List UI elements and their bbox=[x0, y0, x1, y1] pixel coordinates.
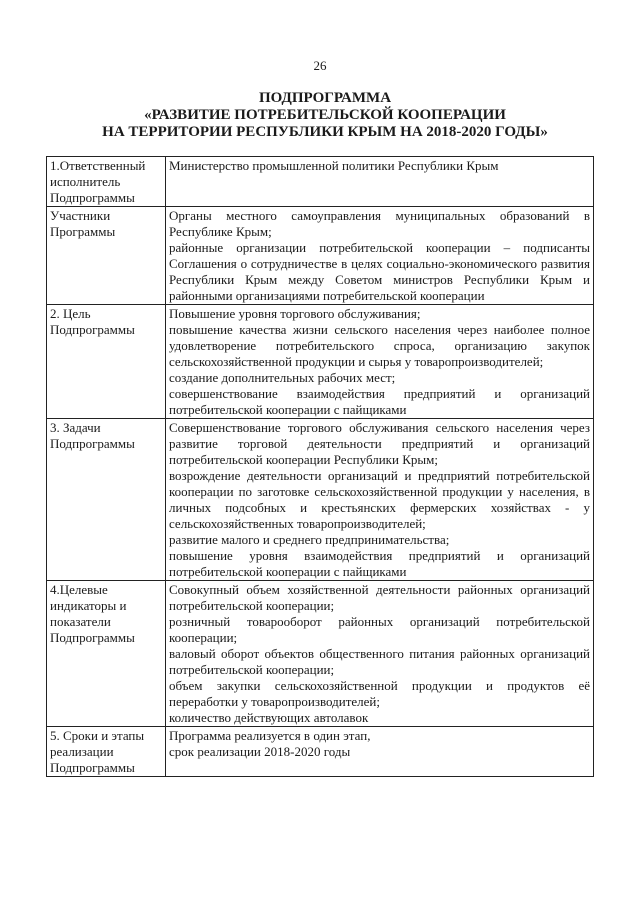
row-label-line: показатели bbox=[50, 614, 111, 629]
row-label-cell bbox=[47, 727, 166, 777]
row-content-item: Органы местного самоуправления муниципальных образований в Республике Крым; bbox=[169, 208, 590, 239]
row-content-cell bbox=[166, 727, 594, 777]
row-label-cell bbox=[47, 207, 166, 305]
title-line-2: «РАЗВИТИЕ ПОТРЕБИТЕЛЬСКОЙ КООПЕРАЦИИ bbox=[144, 107, 506, 123]
row-label-line: Подпрограммы bbox=[50, 436, 135, 451]
row-label-line: 2. Цель bbox=[50, 306, 91, 321]
row-content-item: Министерство промышленной политики Республики Крым bbox=[169, 158, 499, 173]
row-label-line: Подпрограммы bbox=[50, 760, 135, 775]
row-content-item: объем закупки сельскохозяйственной продукции и продуктов её переработки у товаропроизводителей; bbox=[169, 678, 590, 709]
row-content-item: создание дополнительных рабочих мест; bbox=[169, 370, 396, 385]
table-row bbox=[47, 157, 594, 207]
row-label-line: 5. Сроки и этапы bbox=[50, 728, 145, 743]
row-label-line: 4.Целевые bbox=[50, 582, 108, 597]
row-label-line: Подпрограммы bbox=[50, 630, 135, 645]
row-content-item: Программа реализуется в один этап, bbox=[169, 728, 371, 743]
row-content-item: возрождение деятельности организаций и предприятий потребительской кооперации по заготовке сельскохозяйственной продукции у населения, в личных подсобных и крестьянских фермерских хозяйствах - у сельскохозяйственных товаропроизводителей; bbox=[169, 468, 590, 531]
row-label-line: Программы bbox=[50, 224, 116, 239]
row-content-item: Совершенствование торгового обслуживания сельского населения через развитие торговой деятельности предприятий и организаций потребительской кооперации Республики Крым; bbox=[169, 420, 590, 467]
row-label-cell bbox=[47, 157, 166, 207]
passport-table bbox=[46, 156, 594, 777]
row-label-line: Подпрограммы bbox=[50, 322, 135, 337]
row-content-item: развитие малого и среднего предпринимательства; bbox=[169, 532, 450, 547]
row-content-item: повышение качества жизни сельского населения через наиболее полное удовлетворение потребительского спроса, организацию закупок сельскохозяйственной продукции и сырья у товаропроизводителей; bbox=[169, 322, 590, 369]
title-line-3: НА ТЕРРИТОРИИ РЕСПУБЛИКИ КРЫМ НА 2018-2020 ГОДЫ» bbox=[102, 124, 548, 140]
row-label-line: 1.Ответственный bbox=[50, 158, 146, 173]
page-number: 26 bbox=[313, 58, 327, 73]
row-label-line: 3. Задачи bbox=[50, 420, 101, 435]
row-content-item: срок реализации 2018-2020 годы bbox=[169, 744, 351, 759]
row-label-cell bbox=[47, 305, 166, 419]
row-content-cell bbox=[166, 305, 594, 419]
row-content-item: Совокупный объем хозяйственной деятельности районных организаций потребительской кооперации; bbox=[169, 582, 590, 613]
table-row bbox=[47, 419, 594, 581]
table-row bbox=[47, 207, 594, 305]
table-row bbox=[47, 305, 594, 419]
row-content-cell bbox=[166, 157, 594, 207]
row-content-cell bbox=[166, 419, 594, 581]
row-label-line: Подпрограммы bbox=[50, 190, 135, 205]
row-content-item: розничный товарооборот районных организаций потребительской кооперации; bbox=[169, 614, 590, 645]
row-content-item: валовый оборот объектов общественного питания районных организаций потребительской кооперации; bbox=[169, 646, 590, 677]
row-content-item: совершенствование взаимодействия предприятий и организаций потребительской кооперации с пайщиками bbox=[169, 386, 590, 417]
row-content-item: Повышение уровня торгового обслуживания; bbox=[169, 306, 421, 321]
row-content-cell bbox=[166, 581, 594, 727]
document-title bbox=[40, 90, 610, 141]
table-row bbox=[47, 581, 594, 727]
row-content-item: повышение уровня взаимодействия предприятий и организаций потребительской кооперации с пайщиками bbox=[169, 548, 590, 579]
row-content-item: количество действующих автолавок bbox=[169, 710, 369, 725]
title-line-1: ПОДПРОГРАММА bbox=[258, 90, 392, 106]
row-label-line: Участники bbox=[50, 208, 111, 223]
row-label-line: исполнитель bbox=[50, 174, 121, 189]
table-row bbox=[47, 727, 594, 777]
row-label-cell bbox=[47, 419, 166, 581]
row-content-cell bbox=[166, 207, 594, 305]
row-content-item: районные организации потребительской кооперации – подписанты Соглашения о сотрудничестве в целях социально-экономического развития Республики Крым между Советом министров Республики Крым и районными организациями потребительской кооперации bbox=[169, 240, 590, 303]
row-label-cell bbox=[47, 581, 166, 727]
row-label-line: реализации bbox=[50, 744, 114, 759]
row-label-line: индикаторы и bbox=[50, 598, 127, 613]
